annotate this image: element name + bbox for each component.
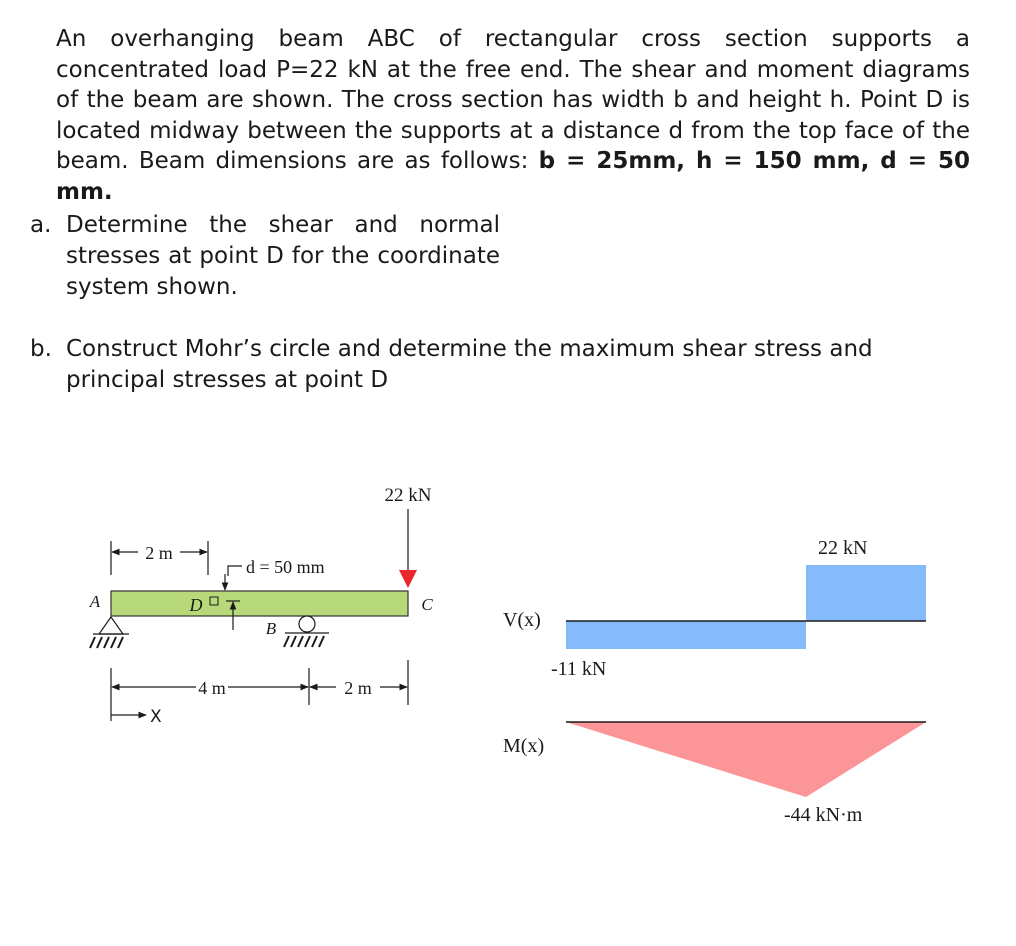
x-axis-label: X: [150, 707, 162, 727]
point-c-label: C: [421, 595, 433, 614]
moment-axis-label: M(x): [503, 735, 545, 757]
d-label: d = 50 mm: [246, 557, 325, 577]
pin-support-a: [99, 617, 123, 634]
moment-area: [566, 722, 926, 797]
point-d-label: D: [189, 595, 203, 615]
shear-bar-0: [566, 621, 806, 649]
part-b-text: Construct Mohr’s circle and determine the maximum shear stress and principal stresses at point D: [66, 336, 873, 393]
dim-bc-label: 2 m: [344, 678, 372, 698]
dimensions-text: b = 25mm, h = 150 mm, d = 50 mm.: [56, 148, 970, 205]
shear-annotation-positive: 22 kN: [818, 537, 868, 559]
part-a-label: a.: [30, 212, 52, 238]
moment-annotation-min: -44 kN·m: [784, 804, 863, 826]
beam-figure: [89, 485, 434, 727]
beam: [111, 591, 408, 616]
part-b-label: b.: [30, 336, 52, 362]
shear-annotation-negative: -11 kN: [551, 658, 607, 680]
roller-support-b: [299, 616, 315, 632]
load-arrowhead: [399, 570, 417, 588]
ground-hatch-a: [90, 637, 123, 648]
dim-top-label: 2 m: [145, 543, 173, 563]
ground-hatch-b: [284, 636, 324, 647]
dim-ab-label: 4 m: [198, 678, 226, 698]
shear-diagram: [503, 537, 926, 680]
shear-axis-label: V(x): [503, 609, 541, 631]
load-label: 22 kN: [384, 485, 432, 506]
d-leader: [228, 566, 242, 576]
moment-diagram: [503, 722, 926, 826]
point-b-label: B: [265, 619, 277, 638]
part-a-text: Determine the shear and normal stresses at point D for the coordinate system shown.: [66, 212, 500, 300]
point-a-label: A: [89, 592, 101, 611]
shear-bar-1: [806, 565, 926, 621]
intro-text: An overhanging beam ABC of rectangular cross section supports a concentrated load P=22 kN at the free end. The shear and moment diagrams of the beam are shown. The cross section has width b and height h. Point D is located midway between the supports at a distance d from the top face of the beam. Beam dimensions are as follows:: [56, 26, 970, 174]
